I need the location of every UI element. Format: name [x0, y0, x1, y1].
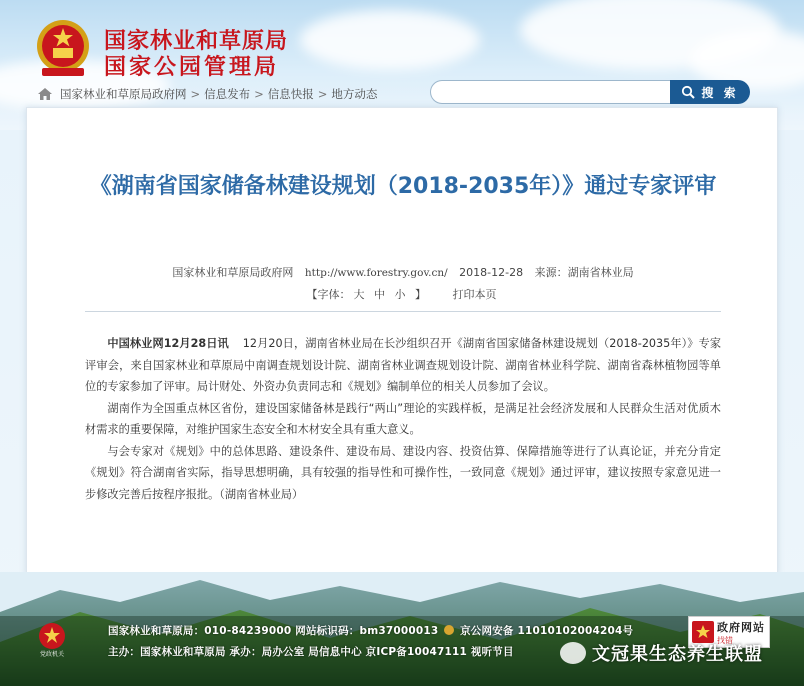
article-paragraph: 湖南作为全国重点林区省份，建设国家储备林是践行“两山”理论的实践样板，是满足社会经济发展和人民群众生活对优质木材需求的重要保障，对维护国家生态安全和木材安全具有重大意义。 [85, 401, 721, 436]
source-site: 国家林业和草原局政府网 [172, 266, 294, 279]
article-tools [27, 286, 779, 302]
home-icon[interactable] [38, 88, 52, 100]
wechat-watermark [560, 640, 763, 666]
search-icon [681, 85, 695, 99]
search-input[interactable] [430, 80, 674, 104]
article-paragraph [85, 333, 721, 398]
breadcrumb-separator: > [190, 87, 201, 101]
police-badge-icon [444, 625, 454, 635]
breadcrumb-item-local[interactable]: 地方动态 [331, 87, 378, 101]
article-title: 《湖南省国家储备林建设规划（2018-2035年）》通过专家评审 [89, 174, 717, 199]
article-origin: 来源：湖南省林业局 [534, 266, 634, 279]
left-badge-label: 党政机关 [39, 651, 65, 658]
site-header [0, 0, 804, 110]
article-meta [27, 264, 779, 280]
gov-badge-subtitle: 找错 [717, 635, 733, 645]
article-panel [26, 107, 778, 575]
article-body [85, 333, 721, 505]
article-paragraph: 与会专家对《规划》中的总体思路、建设条件、建设布局、建设内容、投资估算、保障措施等进行了认真论证，并充分肯定《规划》符合湖南省实际，指导思想明确，具有较强的指导性和可操作性，一致同意《规划》通过评审，建议按照专家意见进一步修改完善后按程序报批。（湖南省林业局） [85, 444, 721, 501]
search-button-label: 搜 索 [701, 85, 739, 100]
font-size-prefix: 【字体： [306, 288, 351, 301]
font-size-small[interactable]: 小 [394, 288, 406, 301]
article-lead: 中国林业网12月28日讯 [107, 337, 229, 350]
breadcrumb-item-home[interactable]: 国家林业和草原局政府网 [60, 87, 187, 101]
footer-contact: 国家林业和草原局：010-84239000 网站标识码：bm37000013 [108, 625, 439, 637]
breadcrumb [38, 86, 377, 102]
footer-contact-line [108, 623, 633, 638]
gov-badge-title: 政府网站 [717, 620, 765, 634]
footer-host-line: 主办：国家林业和草原局 承办：局办公室 局信息中心 京ICP备10047111 视听节目 [108, 646, 514, 658]
font-size-medium[interactable]: 中 [374, 288, 385, 301]
brand-name-line1: 国家林业和草原局 [104, 29, 289, 54]
wechat-icon [560, 642, 586, 664]
font-size-large[interactable]: 大 [353, 288, 365, 301]
breadcrumb-item-info[interactable]: 信息发布 [204, 87, 251, 101]
breadcrumb-separator: > [254, 87, 264, 101]
publish-date: 2018-12-28 [459, 266, 524, 279]
meta-divider [85, 311, 721, 312]
article-paragraph-text: 12月20日，湖南省林业局在长沙组织召开《湖南省国家储备林建设规划（2018-2035年）》专家评审会，来自国家林业和草原局中南调查规划设计院、湖南省林业调查规划设计院、湖南省林业科学院、湖南省森林植物园等单位的专家参加了评审。局计财处、外资办负责同志和《规划》编制单位的相关人员参加了会议。 [85, 337, 722, 393]
source-url[interactable]: http://www.forestry.gov.cn/ [304, 267, 448, 279]
print-button[interactable]: 打印本页 [452, 288, 497, 301]
watermark-text: 文冠果生态养生联盟 [592, 644, 763, 665]
breadcrumb-item-news[interactable]: 信息快报 [267, 87, 314, 101]
search-button[interactable] [670, 80, 750, 104]
party-government-badge-icon[interactable] [38, 622, 66, 658]
brand-name-line2: 国家公园管理局 [104, 55, 280, 80]
national-emblem-icon [34, 18, 92, 78]
breadcrumb-separator: > [317, 87, 328, 101]
footer-security-record[interactable]: 京公网安备 11010102004204号 [460, 625, 634, 637]
search-bar [430, 80, 750, 104]
font-size-suffix: 】 [415, 288, 426, 301]
